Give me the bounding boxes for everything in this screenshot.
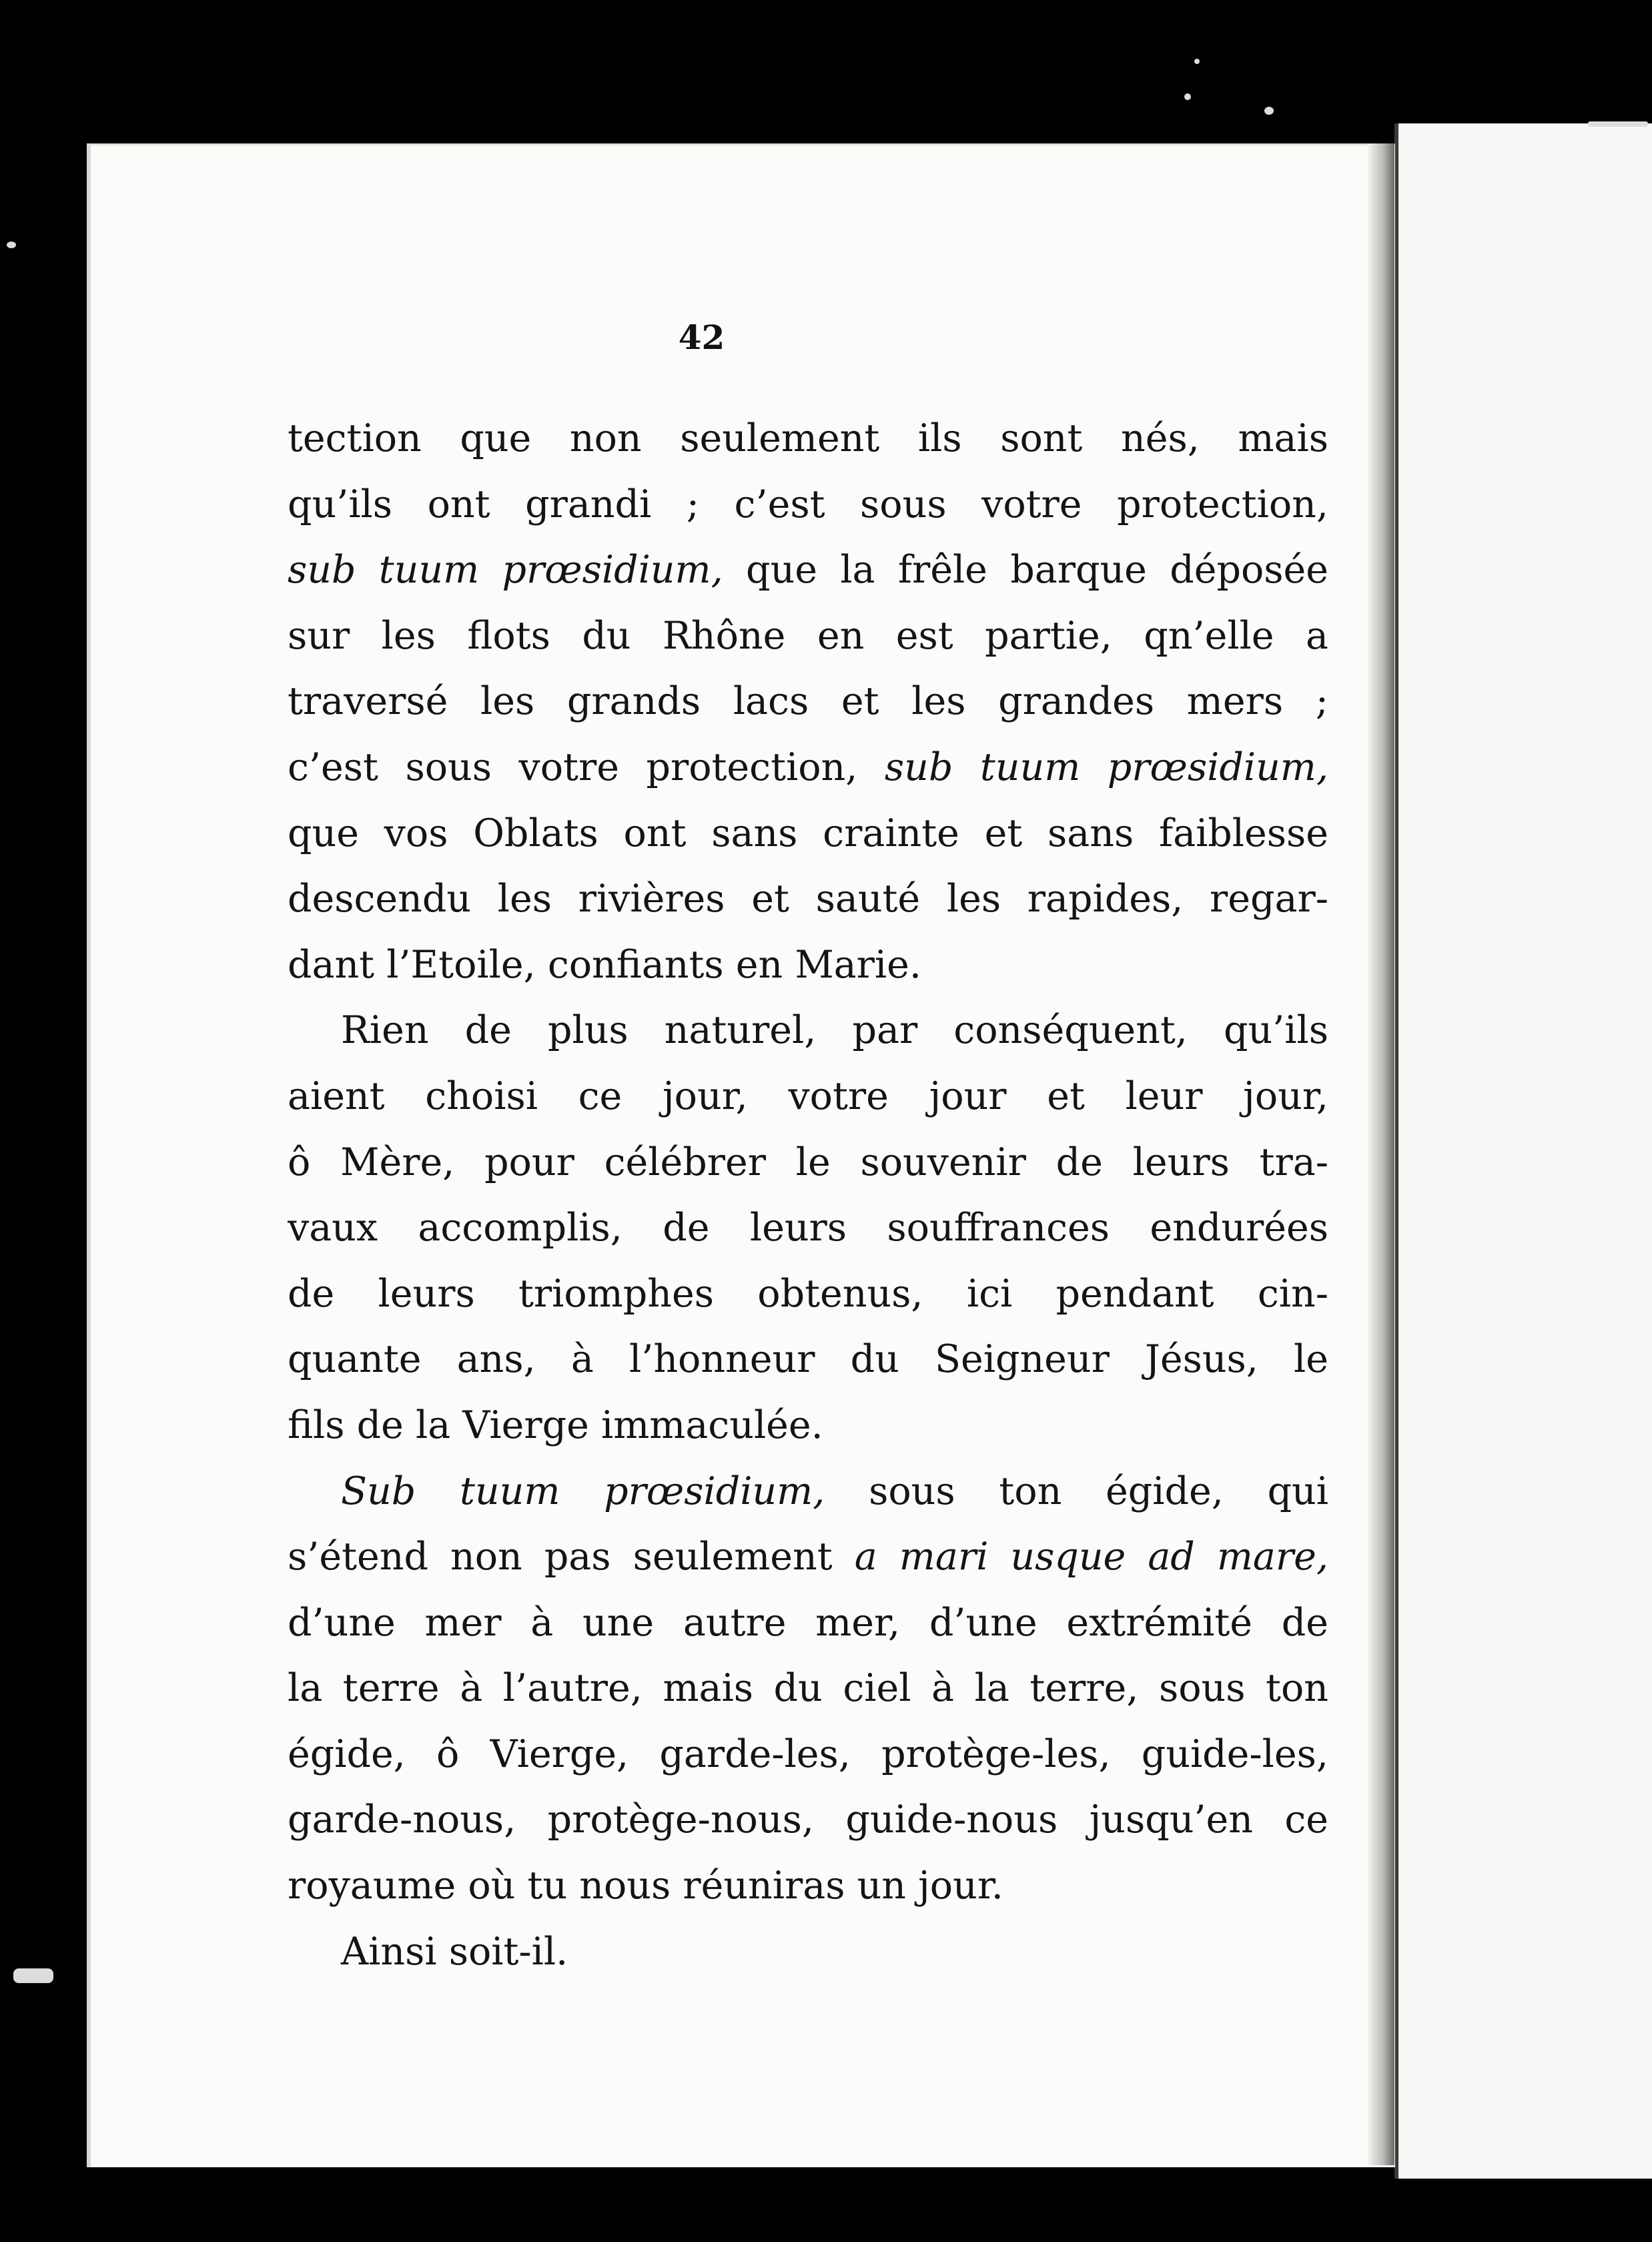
italic-latin-phrase: sub tuum prœsidium,	[288, 548, 723, 593]
text-segment: dant l’Etoile, confiants en Marie.	[288, 942, 921, 987]
text-segment: descendu les rivières et sauté les rapides, regar-	[288, 877, 1328, 921]
text-segment: égide, ô Vierge, garde-les, protège-les, guide-les,	[288, 1732, 1328, 1776]
text-segment: tection que non seulement ils sont nés, mais	[288, 416, 1328, 460]
scan-speck	[7, 242, 16, 248]
gutter-shadow	[1368, 143, 1394, 2165]
book-page	[87, 143, 1395, 2167]
text-segment: que vos Oblats ont sans crainte et sans faiblesse	[288, 811, 1328, 855]
text-line	[288, 1064, 1328, 1130]
italic-latin-phrase: Sub tuum prœsidium,	[341, 1469, 825, 1513]
text-line	[288, 1919, 1328, 1985]
scan-speck	[1184, 93, 1191, 100]
text-line	[288, 669, 1328, 735]
text-segment: de leurs triomphes obtenus, ici pendant cin-	[288, 1271, 1328, 1316]
text-segment: aient choisi ce jour, votre jour et leur jour,	[288, 1074, 1328, 1118]
facing-page-edge	[1394, 123, 1652, 2179]
text-line	[288, 1459, 1328, 1525]
text-line	[288, 1590, 1328, 1656]
text-segment: vaux accomplis, de leurs souffrances endurées	[288, 1206, 1328, 1250]
italic-latin-phrase: a mari usque ad mare,	[854, 1535, 1328, 1579]
text-line	[288, 1195, 1328, 1261]
text-segment: d’une mer à une autre mer, d’une extrémité de	[288, 1600, 1328, 1645]
scan-speck	[1588, 121, 1648, 127]
text-segment: fils de la Vierge immaculée.	[288, 1403, 823, 1447]
text-line	[288, 932, 1328, 998]
text-segment: traversé les grands lacs et les grandes mers ;	[288, 679, 1328, 724]
text-line	[288, 735, 1328, 801]
scan-speck	[1264, 107, 1274, 115]
text-line	[288, 1722, 1328, 1788]
text-line	[288, 1853, 1328, 1919]
text-segment: que la frêle barque déposée	[723, 548, 1328, 593]
text-segment: sous ton égide, qui	[825, 1469, 1328, 1513]
text-segment: sur les flots du Rhône en est partie, qn’elle a	[288, 613, 1328, 658]
text-line	[288, 1261, 1328, 1327]
text-line	[288, 1393, 1328, 1459]
text-segment: s’étend non pas seulement	[288, 1535, 855, 1579]
text-segment: la terre à l’autre, mais du ciel à la terre, sous ton	[288, 1666, 1328, 1711]
text-line	[288, 537, 1328, 603]
text-line	[288, 406, 1328, 472]
text-line	[288, 1787, 1328, 1853]
text-line	[288, 866, 1328, 932]
text-line	[288, 1130, 1328, 1196]
text-line	[288, 801, 1328, 867]
text-segment: c’est sous votre protection,	[288, 745, 885, 789]
page-number: 42	[678, 318, 725, 357]
text-line	[288, 603, 1328, 669]
text-segment: quante ans, à l’honneur du Seigneur Jésus, le	[288, 1337, 1328, 1382]
text-line	[288, 1655, 1328, 1722]
text-segment: Rien de plus naturel, par conséquent, qu’ils	[341, 1008, 1328, 1053]
text-segment: qu’ils ont grandi ; c’est sous votre protection,	[288, 482, 1328, 526]
text-segment: royaume où tu nous réuniras un jour.	[288, 1864, 1003, 1908]
text-segment: Ainsi soit-il.	[341, 1929, 568, 1974]
text-line	[288, 1327, 1328, 1393]
text-segment: ô Mère, pour célébrer le souvenir de leurs tra-	[288, 1140, 1328, 1184]
page-text	[288, 406, 1328, 1984]
italic-latin-phrase: sub tuum prœsidium,	[884, 745, 1328, 789]
text-segment: garde-nous, protège-nous, guide-nous jusqu’en ce	[288, 1798, 1328, 1842]
scan-speck	[1194, 59, 1200, 64]
text-line	[288, 998, 1328, 1064]
text-line	[288, 472, 1328, 538]
scan-speck	[13, 1968, 53, 1983]
text-line	[288, 1524, 1328, 1590]
